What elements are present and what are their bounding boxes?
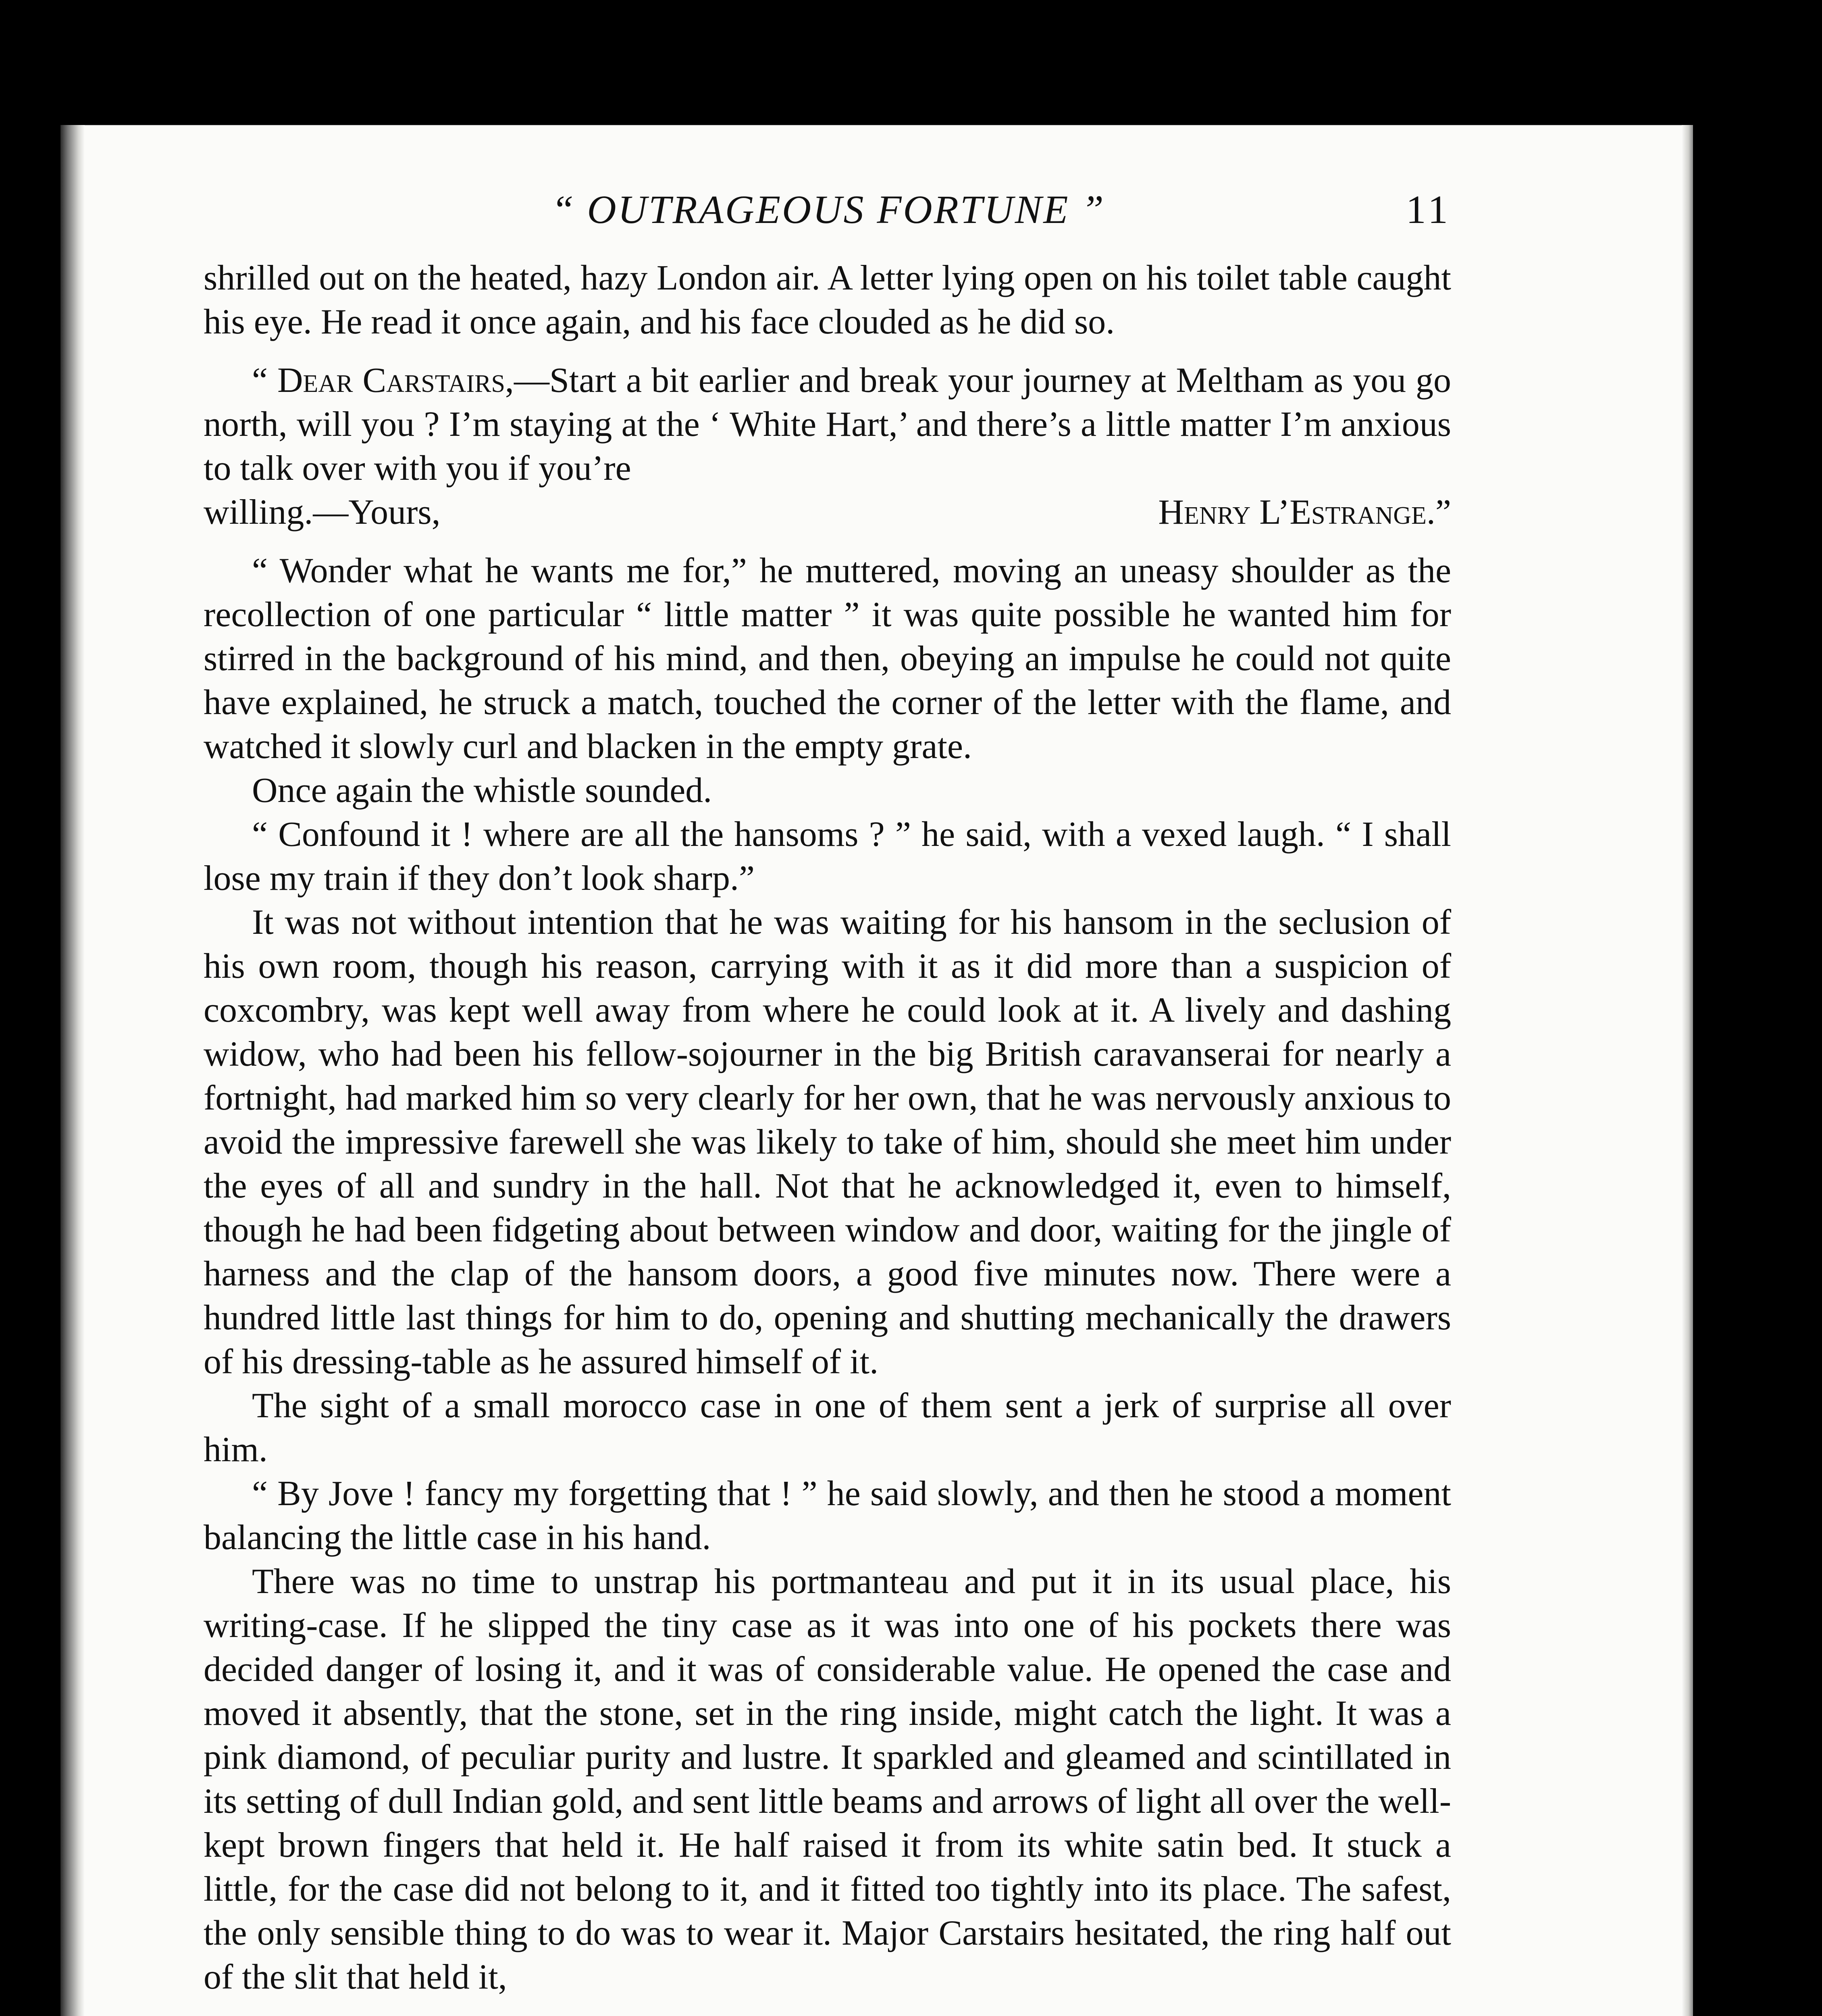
letter-signoff [204, 490, 1451, 534]
opening-paragraph: shrilled out on the heated, hazy London air. A letter lying open on his toilet table caught his eye. He read it once again, and his face clouded as he did so. [204, 258, 1451, 342]
page-number: 11 [1406, 187, 1451, 232]
body-paragraph: “ Confound it ! where are all the hansoms ? ” he said, with a vexed laugh. “ I shall lose my train if they don’t look sharp.” [204, 815, 1451, 898]
body-paragraph: Once again the whistle sounded. [252, 771, 712, 810]
letter-signature: Henry L’Estrange.” [1158, 493, 1451, 532]
body-paragraph: “ By Jove ! fancy my forgetting that ! ” he said slowly, and then he stood a moment balancing the little case in his hand. [204, 1474, 1451, 1557]
body-paragraph: “ Wonder what he wants me for,” he muttered, moving an uneasy shoulder as the recollection of one particular “ little matter ” it was quite possible he wanted him for stirred in the background of his mind, and then, obeying an impulse he could not quite have explained, he struck a match, touched the corner of the letter with the flame, and watched it slowly curl and blacken in the empty grate. [204, 551, 1451, 766]
running-head [206, 183, 1451, 236]
letter-body: —Start a bit earlier and break your journey at Meltham as you go north, will you ? I’m staying at the ‘ White Hart,’ and there’s a little matter I’m anxious to talk over with you if you’re [204, 361, 1452, 488]
running-head-title: “ OUTRAGEOUS FORTUNE ” [551, 187, 1106, 232]
letter-text [204, 358, 1451, 490]
body-paragraph: It was not without intention that he was waiting for his hansom in the seclusion of his own room, though his reason, carrying with it as it did more than a suspicion of coxcombry, was kept well away from where he could look at it. A lively and dashing widow, who had been his fellow-sojourner in the big British caravanserai for nearly a fortnight, had marked him so very clearly for her own, that he was nervously anxious to avoid the impressive farewell she was likely to take of him, should she meet him under the eyes of all and sundry in the hall. Not that he acknowledged it, even to himself, though he had been fidgeting about between window and door, waiting for the jingle of harness and the clap of the hansom doors, a good five minutes now. There were a hundred little last things for him to do, opening and shutting mechanically the drawers of his dressing-table as he assured himself of it. [204, 903, 1451, 1381]
body-paragraph: The sight of a small morocco case in one of them sent a jerk of surprise all over him. [204, 1386, 1451, 1469]
body-paragraph: There was no time to unstrap his portmanteau and put it in its usual place, his writing-case. If he slipped the tiny case as it was into one of his pockets there was decided danger of losing it, and it was of considerable value. He opened the case and moved it absently, that the stone, set in the ring inside, might catch the light. It was a pink diamond, of peculiar purity and lustre. It sparkled and gleamed and scintillated in its setting of dull Indian gold, and sent little beams and arrows of light all over the well-kept brown fingers that held it. He half raised it from its white satin bed. It stuck a little, for the case did not belong to it, and it fitted too tightly into its place. The safest, the only sensible thing to do was to wear it. Major Carstairs hesitated, the ring half out of the slit that held it, [204, 1562, 1451, 1997]
quoted-letter [204, 358, 1451, 534]
page-right-edge [1682, 125, 1693, 2016]
letter-closing: willing.—Yours, [204, 493, 441, 532]
text-block [204, 256, 1451, 1999]
page-gutter-shadow [60, 125, 85, 2016]
letter-salutation: “ Dear Carstairs, [252, 361, 514, 400]
